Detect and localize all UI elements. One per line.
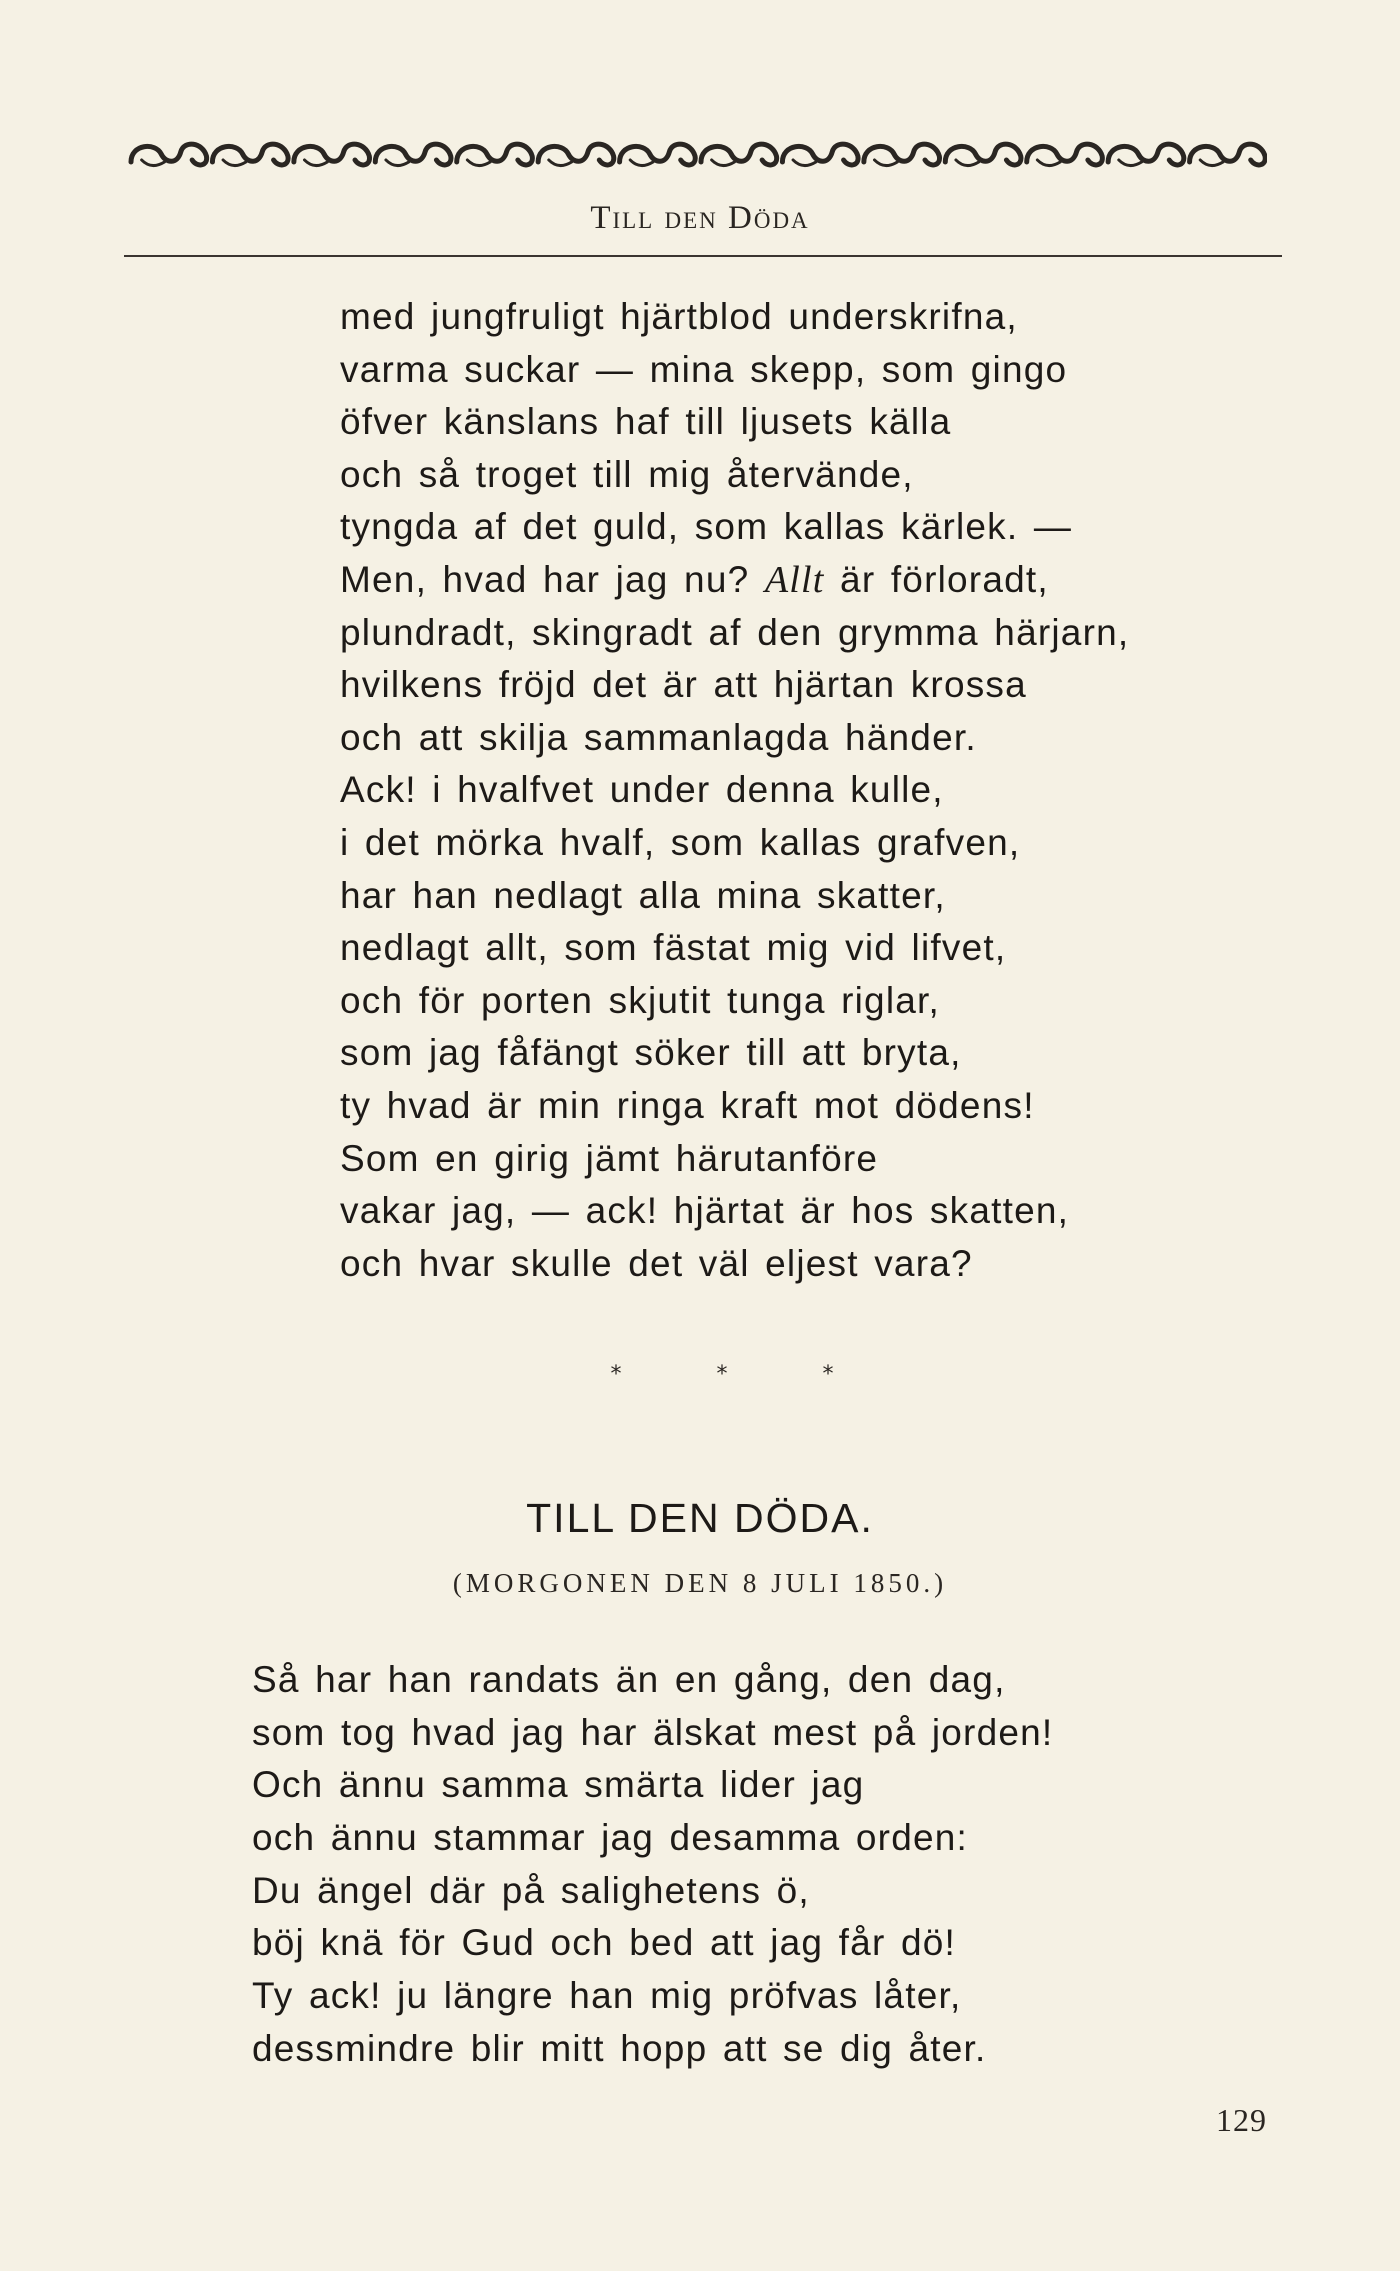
poem-line: och att skilja sammanlagda händer. xyxy=(340,716,977,758)
emphasized-word: Allt xyxy=(764,558,825,601)
poem-line: med jungfruligt hjärtblod underskrifna, xyxy=(340,296,1018,337)
poem-continued xyxy=(340,291,1129,1290)
ornament-curl xyxy=(223,160,246,166)
ornament-curl xyxy=(630,160,653,166)
poem-line-text: Men, hvad har jag nu? xyxy=(340,558,765,600)
ornament-curl xyxy=(1037,160,1060,166)
section-separator: * * * xyxy=(610,1362,878,1387)
ornament-curl xyxy=(1200,160,1223,166)
poem-title: TILL DEN DÖDA. xyxy=(526,1495,874,1541)
ornament-curl xyxy=(793,160,816,166)
poem-line: i det mörka hvalf, som kallas grafven, xyxy=(340,821,1021,863)
poem-line: har han nedlagt alla mina skatter, xyxy=(340,874,946,916)
poem-line: varma suckar — mina skepp, som gingo xyxy=(340,348,1068,390)
header-rule xyxy=(124,255,1282,257)
ornament-curl xyxy=(1119,160,1142,166)
ornament-curl xyxy=(386,160,409,166)
poem-line: ty hvad är min ringa kraft mot dödens! xyxy=(340,1084,1035,1126)
ornament-curl xyxy=(142,160,165,166)
poem-subtitle: (MORGONEN DEN 8 JULI 1850.) xyxy=(452,1568,948,1598)
poem-line xyxy=(340,554,1129,607)
poem-line: böj knä för Gud och bed att jag får dö! xyxy=(252,1922,956,1964)
poem-line: Ty ack! ju längre han mig pröfvas låter, xyxy=(252,1975,962,2017)
poem-line: Ack! i hvalfvet under denna kulle, xyxy=(340,769,944,811)
poem-line: hvilkens fröjd det är att hjärtan krossa xyxy=(340,664,1027,706)
poem-line: Du ängel där på salighetens ö, xyxy=(252,1869,810,1911)
ornament-curl xyxy=(875,160,898,166)
poem-line: öfver känslans haf till ljusets källa xyxy=(340,401,952,443)
running-head: Till den Döda xyxy=(590,200,810,236)
poem-line: och ännu stammar jag desamma orden: xyxy=(252,1817,969,1859)
poem-line: Som en girig jämt härutanföre xyxy=(340,1137,879,1179)
poem-line-text: är förloradt, xyxy=(824,558,1049,600)
ornament-curl xyxy=(712,160,735,166)
ornament-curl xyxy=(956,160,979,166)
poem-line: Så har han randats än en gång, den dag, xyxy=(252,1659,1006,1700)
poem-line: och hvar skulle det väl eljest vara? xyxy=(340,1242,973,1284)
decorative-border-ornament xyxy=(127,136,1267,172)
poem-line: som jag fåfängt söker till att bryta, xyxy=(340,1032,962,1074)
poem-line: och så troget till mig återvände, xyxy=(340,453,914,495)
poem-line: nedlagt allt, som fästat mig vid lifvet, xyxy=(340,927,1007,969)
page-number: 129 xyxy=(1216,2102,1267,2138)
poem-line: dessmindre blir mitt hopp att se dig åter. xyxy=(252,2027,987,2069)
poem-line: och för porten skjutit tunga riglar, xyxy=(340,979,940,1021)
poem-line: som tog hvad jag har älskat mest på jorden! xyxy=(252,1711,1054,1753)
ornament-curl xyxy=(467,160,490,166)
ornament-curl xyxy=(549,160,572,166)
poem-new xyxy=(252,1654,1053,2076)
ornament-curl xyxy=(305,160,328,166)
poem-line: plundradt, skingradt af den grymma härjarn, xyxy=(340,611,1130,653)
poem-line: vakar jag, — ack! hjärtat är hos skatten, xyxy=(340,1190,1070,1232)
poem-line: tyngda af det guld, som kallas kärlek. — xyxy=(340,506,1073,548)
poem-line: Och ännu samma smärta lider jag xyxy=(252,1764,865,1806)
